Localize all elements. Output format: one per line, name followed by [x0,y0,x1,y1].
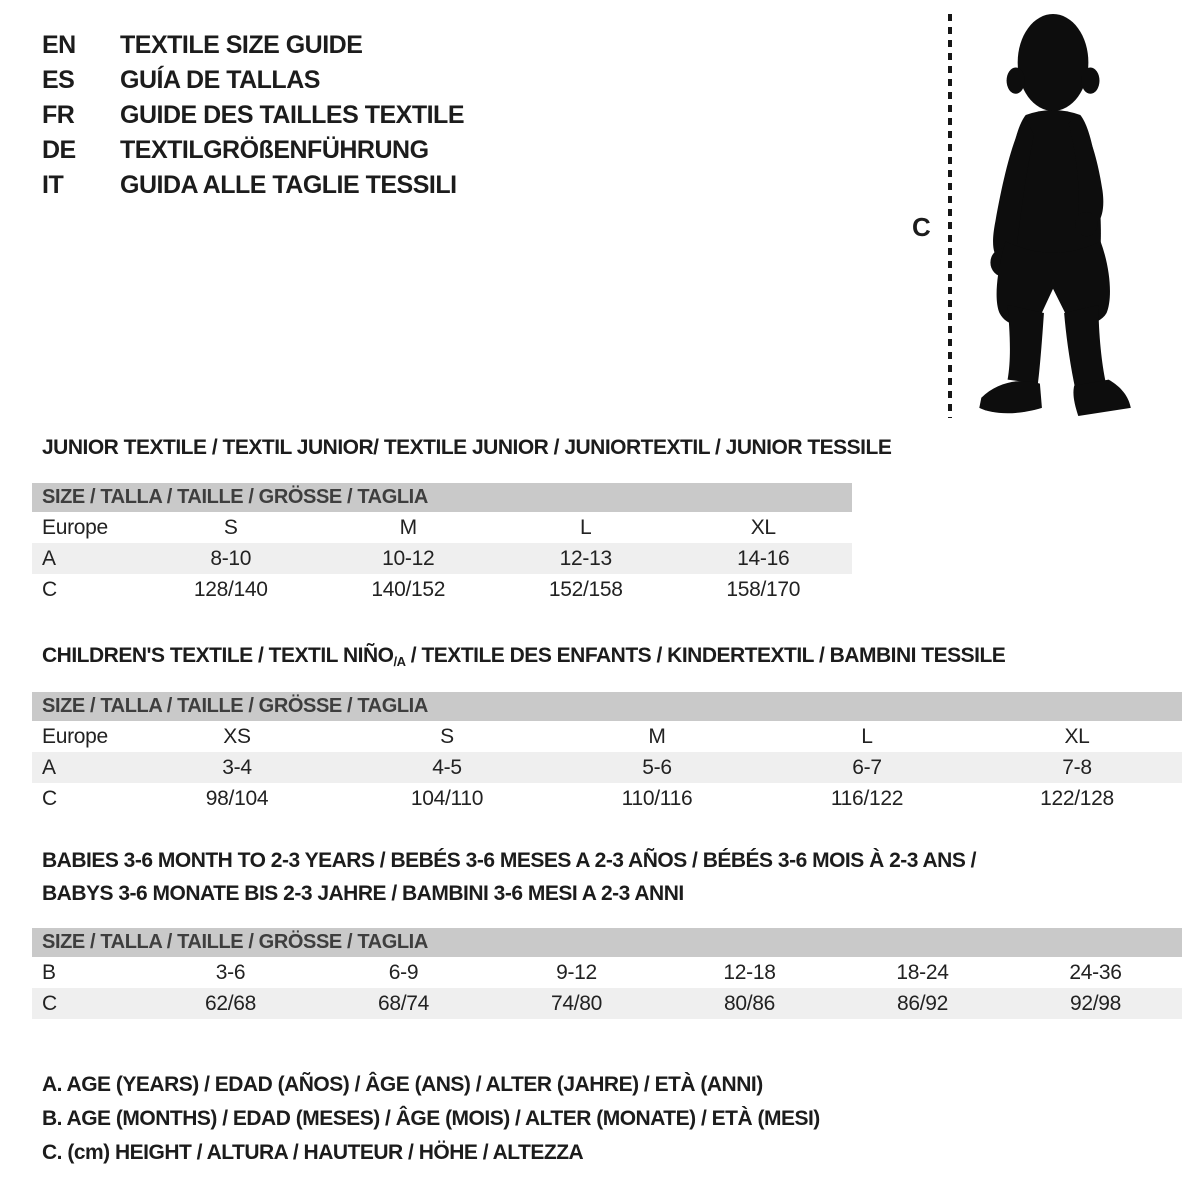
table-cell: M [648,724,666,748]
language-row-es [42,63,464,98]
junior-size-table [32,483,852,605]
table-cell: L [580,515,592,539]
table-cell: XL [1064,724,1090,748]
table-cell: M [399,515,417,539]
table-cell: L [861,724,873,748]
table-cell: S [223,515,238,539]
language-title-list [42,28,464,203]
footnote-age-years: A. AGE (YEARS) / EDAD (AÑOS) / ÂGE (ANS) / ALTER (JAHRE) / ETÀ (ANNI) [42,1073,763,1096]
table-row [32,543,852,574]
table-cell: 86/92 [896,991,949,1015]
table-cell: 12-13 [559,546,612,570]
babies-size-table [32,928,1182,1019]
language-row-de [42,133,464,168]
language-row-en [42,28,464,63]
table-cell: 122/128 [1040,786,1114,810]
row-label: Europe [42,515,108,539]
table-cell: 3-6 [215,960,246,984]
language-title: GUIDA ALLE TAGLIE TESSILI [120,171,457,199]
table-cell: 74/80 [550,991,603,1015]
row-label: Europe [42,724,108,748]
table-cell: 152/158 [548,577,623,601]
language-code: DE [42,136,76,164]
row-label: C [42,577,57,601]
language-code: ES [42,66,75,94]
size-header-bar: SIZE / TALLA / TAILLE / GRÖSSE / TAGLIA [32,928,1182,957]
table-row [32,512,852,543]
language-row-it [42,168,464,203]
table-cell: 116/122 [830,786,904,810]
language-code: IT [42,171,64,199]
table-cell: 62/68 [204,991,257,1015]
table-cell: 110/116 [621,786,693,810]
table-row [32,957,1182,988]
children-section-title [42,644,1005,668]
table-cell: S [440,724,454,748]
children-title-subscript: /A [393,654,406,669]
size-header-bar: SIZE / TALLA / TAILLE / GRÖSSE / TAGLIA [32,483,852,512]
language-title: GUÍA DE TALLAS [120,66,320,94]
language-title: TEXTILGRÖßENFÜHRUNG [120,136,429,164]
table-row [32,721,1182,752]
row-label: C [42,786,57,810]
table-row [32,752,1182,783]
language-code: FR [42,101,75,129]
table-cell: 92/98 [1069,991,1122,1015]
footnote-height-cm: C. (cm) HEIGHT / ALTURA / HAUTEUR / HÖHE / ALTEZZA [42,1141,584,1164]
language-title: TEXTILE SIZE GUIDE [120,31,363,59]
children-title-rest: / TEXTILE DES ENFANTS / KINDERTEXTIL / BAMBINI TESSILE [405,644,1006,667]
row-label: A [42,546,56,570]
row-label: B [42,960,56,984]
table-cell: 98/104 [205,786,269,810]
table-row [32,574,852,605]
table-cell: 128/140 [193,577,268,601]
babies-section-title [42,844,976,910]
table-cell: 9-12 [556,960,597,984]
table-cell: XS [223,724,251,748]
footnote-age-months: B. AGE (MONTHS) / EDAD (MESES) / ÂGE (MOIS) / ALTER (MONATE) / ETÀ (MESI) [42,1107,820,1130]
table-row [32,783,1182,814]
table-cell: 80/86 [723,991,776,1015]
table-cell: 14-16 [737,546,790,570]
table-cell: 4-5 [432,755,462,779]
height-measure-label: C [912,212,931,242]
table-cell: 104/110 [410,786,484,810]
junior-section-title: JUNIOR TEXTILE / TEXTIL JUNIOR/ TEXTILE JUNIOR / JUNIORTEXTIL / JUNIOR TESSILE [42,436,892,459]
children-title-main: CHILDREN'S TEXTILE / TEXTIL NIÑO [42,644,394,667]
height-measure-dashed-line [948,14,952,418]
table-cell: 68/74 [377,991,430,1015]
table-cell: 7-8 [1062,755,1092,779]
table-cell: 140/152 [371,577,446,601]
table-row [32,988,1182,1019]
row-label: A [42,755,56,779]
toddler-silhouette-icon [962,14,1138,418]
table-cell: 158/170 [726,577,801,601]
table-cell: 12-18 [723,960,776,984]
table-cell: 24-36 [1069,960,1122,984]
footnotes [42,1068,820,1170]
table-cell: 18-24 [896,960,949,984]
table-cell: 10-12 [382,546,435,570]
babies-title-line1: BABIES 3-6 MONTH TO 2-3 YEARS / BEBÉS 3-6 MESES A 2-3 AÑOS / BÉBÉS 3-6 MOIS À 2-3 ANS / [42,849,977,872]
table-cell: 5-6 [642,755,672,779]
table-cell: 6-7 [852,755,882,779]
language-row-fr [42,98,464,133]
table-cell: XL [750,515,776,539]
size-header-bar: SIZE / TALLA / TAILLE / GRÖSSE / TAGLIA [32,692,1182,721]
table-cell: 3-4 [222,755,252,779]
babies-title-line2: BABYS 3-6 MONATE BIS 2-3 JAHRE / BAMBINI 3-6 MESI A 2-3 ANNI [42,882,684,905]
table-cell: 8-10 [210,546,252,570]
language-code: EN [42,31,76,59]
table-cell: 6-9 [388,960,419,984]
children-size-table [32,692,1182,814]
row-label: C [42,991,57,1015]
language-title: GUIDE DES TAILLES TEXTILE [120,101,465,129]
